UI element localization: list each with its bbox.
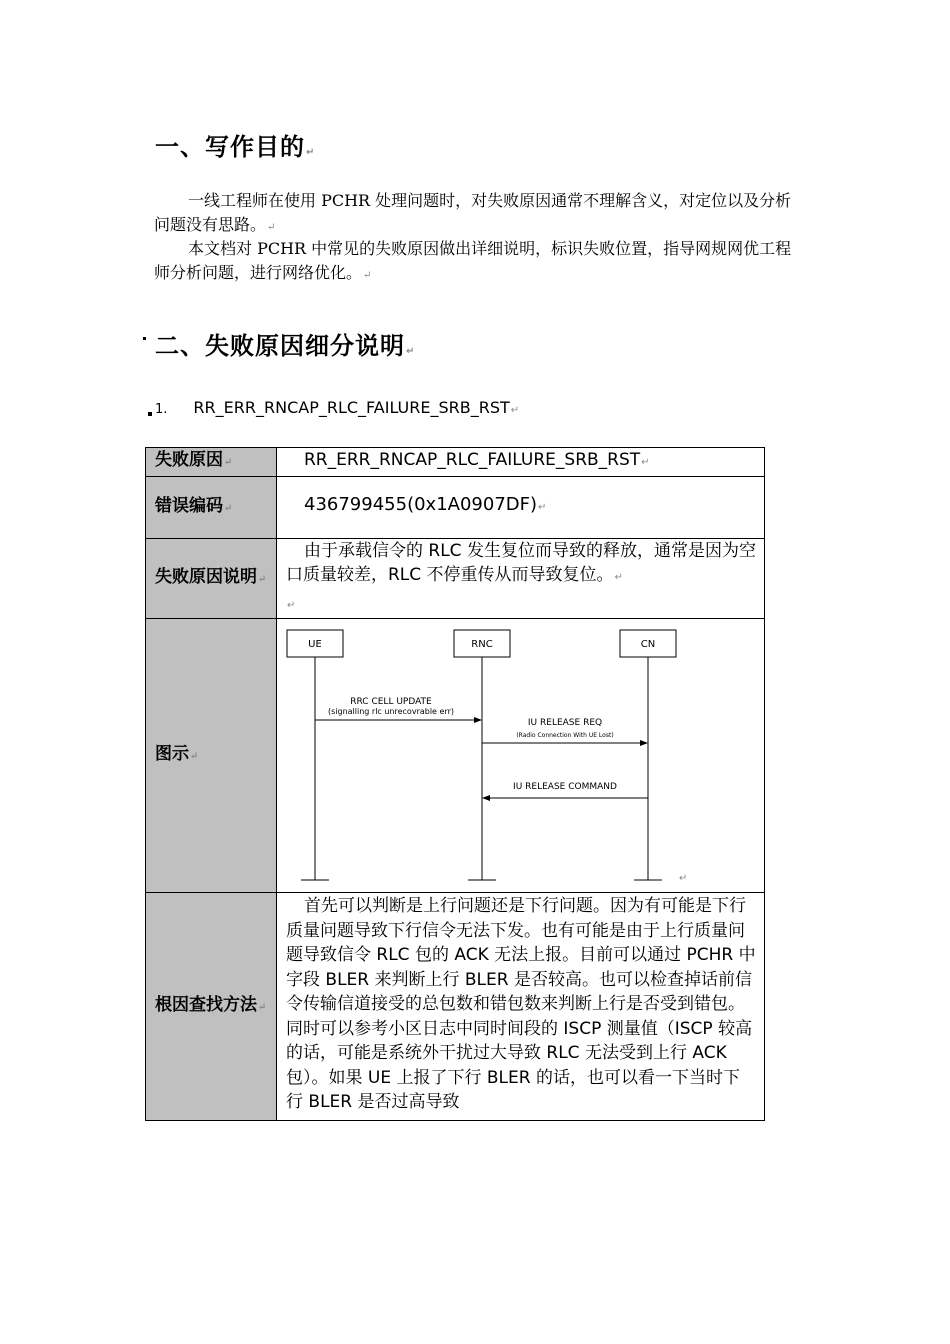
sequence-diagram-cell — [277, 619, 765, 893]
list-item-1: 1. RR_ERR_RNCAP_RLC_FAILURE_SRB_RST↵ — [148, 398, 519, 417]
table-row — [146, 538, 765, 619]
row-value: 由于承载信令的 RLC 发生复位而导致的释放，通常是因为空口质量较差，RLC 不停重传从而导致复位。↵ ↵ — [277, 538, 765, 619]
row-value: RR_ERR_RNCAP_RLC_FAILURE_SRB_RST↵ — [277, 448, 765, 477]
svg-text:CN: CN — [640, 638, 656, 650]
message-iu-release-command — [482, 782, 648, 801]
svg-text:RNC: RNC — [471, 638, 493, 650]
svg-text:↵: ↵ — [679, 872, 688, 884]
list-bullet — [148, 412, 152, 416]
svg-text:UE: UE — [308, 638, 322, 650]
row-label: 失败原因↵ — [146, 448, 277, 477]
entity-ue — [287, 630, 343, 880]
section2-heading: 二、失败原因细分说明↵ — [155, 332, 416, 360]
svg-text:(Radio Connection With UE Lost: (Radio Connection With UE Lost) — [516, 731, 614, 739]
svg-text:IU RELEASE COMMAND: IU RELEASE COMMAND — [513, 781, 617, 792]
intro-paragraph-2: 本文档对 PCHR 中常见的失败原因做出详细说明，标识失败位置，指导网规网优工程师分析问题，进行网络优化。↵ — [154, 239, 792, 282]
entity-cn — [620, 630, 676, 880]
row-value: 首先可以判断是上行问题还是下行问题。因为有可能是下行质量问题导致下行信令无法下发。也有可能是由于上行质量问题导致信令 RLC 包的 ACK 无法上报。目前可以通过 PCHR 中字段 BLER 来判断上行 BLER 是否较高。也可以检查掉话前信令传输信道接受的总包数和错包数来判断上行是否受到错包。同时可以参考小区日志中同时间段的 ISCP 测量值（ISCP 较高的话，可能是系统外干扰过大导致 RLC 无法受到上行 ACK 包）。如果 UE 上报了下行 BLER 的话，也可以看一下当时下行 BLER 是否过高导致 — [277, 893, 765, 1121]
table-row — [146, 476, 765, 538]
section1-heading: 一、写作目的↵ — [155, 133, 316, 161]
svg-text:IU RELEASE REQ: IU RELEASE REQ — [527, 717, 603, 728]
table-row — [146, 619, 765, 893]
entity-rnc — [454, 630, 510, 880]
heading-bullet — [143, 337, 146, 340]
row-label: 失败原因说明↵ — [146, 538, 277, 619]
table-row — [146, 448, 765, 477]
svg-text:RRC CELL UPDATE: RRC CELL UPDATE — [350, 696, 432, 707]
row-label: 根因查找方法↵ — [146, 893, 277, 1121]
message-iu-release-req — [482, 718, 648, 746]
row-label: 图示↵ — [146, 619, 277, 893]
sequence-diagram — [277, 620, 780, 892]
intro-paragraph-1: 一线工程师在使用 PCHR 处理问题时，对失败原因通常不理解含义，对定位以及分析问题没有思路。↵ — [154, 191, 792, 234]
failure-cause-table — [145, 447, 765, 1121]
table-row — [146, 893, 765, 1121]
row-label: 错误编码↵ — [146, 476, 277, 538]
row-value: 436799455(0x1A0907DF)↵ — [277, 476, 765, 538]
message-rrc-cell-update — [315, 697, 482, 723]
svg-text:(signalling rlc unrecovrable e: (signalling rlc unrecovrable err) — [327, 706, 455, 716]
